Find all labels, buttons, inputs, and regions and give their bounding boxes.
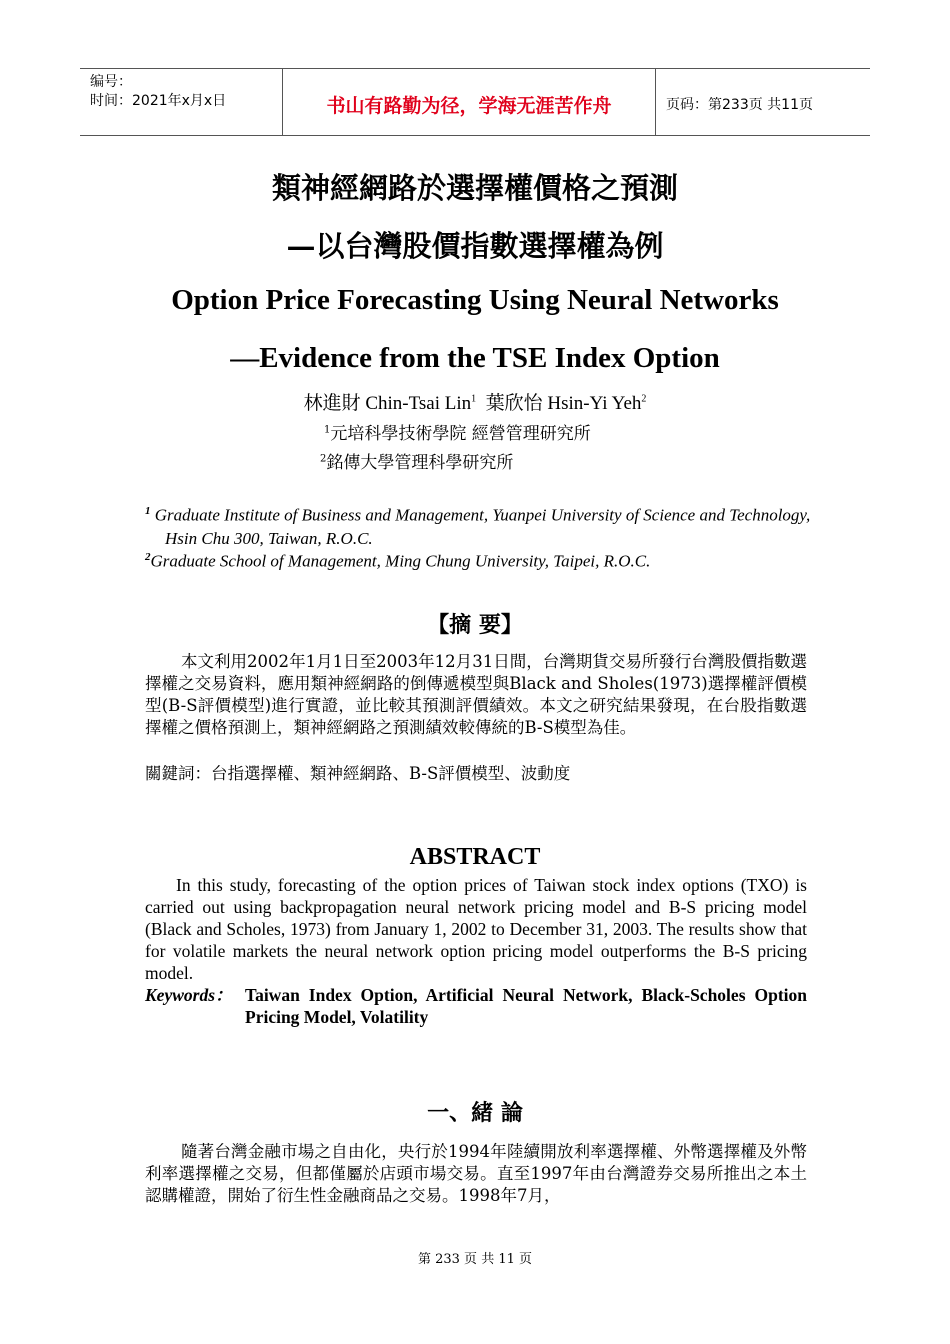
authors-line (0, 388, 950, 415)
title-en-line2: —Evidence from the TSE Index Option (230, 342, 720, 374)
title-en-line1: Option Price Forecasting Using Neural Networks (171, 284, 779, 316)
affiliation-zh-1 (324, 419, 591, 444)
section1-heading: 一、緒 論 (427, 1100, 523, 1126)
author2-name: 葉欣怡 Hsin-Yi Yeh (485, 393, 642, 414)
keywords-text: Taiwan Index Option, Artificial Neural Network, Black-Scholes Option Pricing Model, Volatility (245, 985, 807, 1027)
page-header (80, 68, 870, 136)
header-page: 页码：第233页 共11页 (666, 97, 813, 113)
affiliation-zh-1-sup: 1 (324, 424, 331, 436)
abstract-zh-heading: 【摘 要】 (427, 612, 523, 638)
author1-sup: 1 (471, 393, 477, 405)
header-time: 时间：2021年x月x日 (90, 93, 227, 109)
author2-sup: 2 (641, 393, 647, 405)
title-zh-line2: —以台灣股價指數選擇權為例 (286, 229, 664, 263)
section1-body: 隨著台灣金融市場之自由化，央行於1994年陸續開放利率選擇權、外幣選擇權及外幣利率選擇權之交易，但都僅屬於店頭市場交易。直至1997年由台灣證券交易所推出之本土認購權證，開始了衍生性金融商品之交易。1998年7月， (145, 1142, 807, 1205)
keywords-label: Keywords： (145, 985, 233, 1005)
header-slogan: 书山有路勤为径，学海无涯苦作舟 (282, 69, 656, 135)
author1-name: 林進財 Chin-Tsai Lin (303, 393, 472, 414)
affiliation-en-1-text: Graduate Institute of Business and Management, Yuanpei University of Science and Technology, Hsin Chu 300, Taiwan, R.O.C. (154, 505, 811, 548)
affiliation-en-1-num: 1 (145, 505, 151, 517)
header-number: 编号： (90, 74, 132, 90)
affiliation-zh-2-text: 銘傳大學管理科學研究所 (326, 453, 514, 473)
abstract-en-body: In this study, forecasting of the option prices of Taiwan stock index options (TXO) is carried out using backpropagation neural network pricing model and B-S pricing model (Black and Scholes, 1973) from January 1, 2002 to December 31, 2003. The results show that for volatile markets the neural network option pricing model outperforms the B-S pricing model. (145, 875, 807, 983)
affiliation-en-2-text: Graduate School of Management, Ming Chung University, Taipei, R.O.C. (150, 551, 651, 571)
abstract-en-keywords (145, 984, 807, 1028)
affiliation-en-2-num: 2 (145, 551, 151, 563)
affiliation-zh-2 (320, 448, 513, 473)
title-zh-line1: 類神經網路於選擇權價格之預測 (271, 171, 678, 205)
header-meta (80, 69, 282, 135)
affiliation-en-1 (145, 500, 825, 550)
affiliation-zh-1-text: 元培科學技術學院 經營管理研究所 (330, 424, 591, 444)
page-footer: 第 233 页 共 11 页 (417, 1252, 533, 1267)
abstract-en-heading: ABSTRACT (409, 844, 541, 870)
abstract-zh-body: 本文利用2002年1月1日至2003年12月31日間，台灣期貨交易所發行台灣股價指數選擇權之交易資料，應用類神經網路的倒傳遞模型與Black and Sholes(1973)選擇權評價模型(B-S評價模型)進行實證，並比較其預測評價績效。本文之研究結果發現，在台股指數選擇權之價格預測上，類神經網路之預測績效較傳統的B-S模型為佳。 (145, 652, 807, 737)
affiliation-en-2 (145, 546, 807, 573)
abstract-zh-keywords: 關鍵詞：台指選擇權、類神經網路、B-S評價模型、波動度 (145, 764, 571, 783)
affiliation-zh-2-sup: 2 (320, 453, 327, 465)
